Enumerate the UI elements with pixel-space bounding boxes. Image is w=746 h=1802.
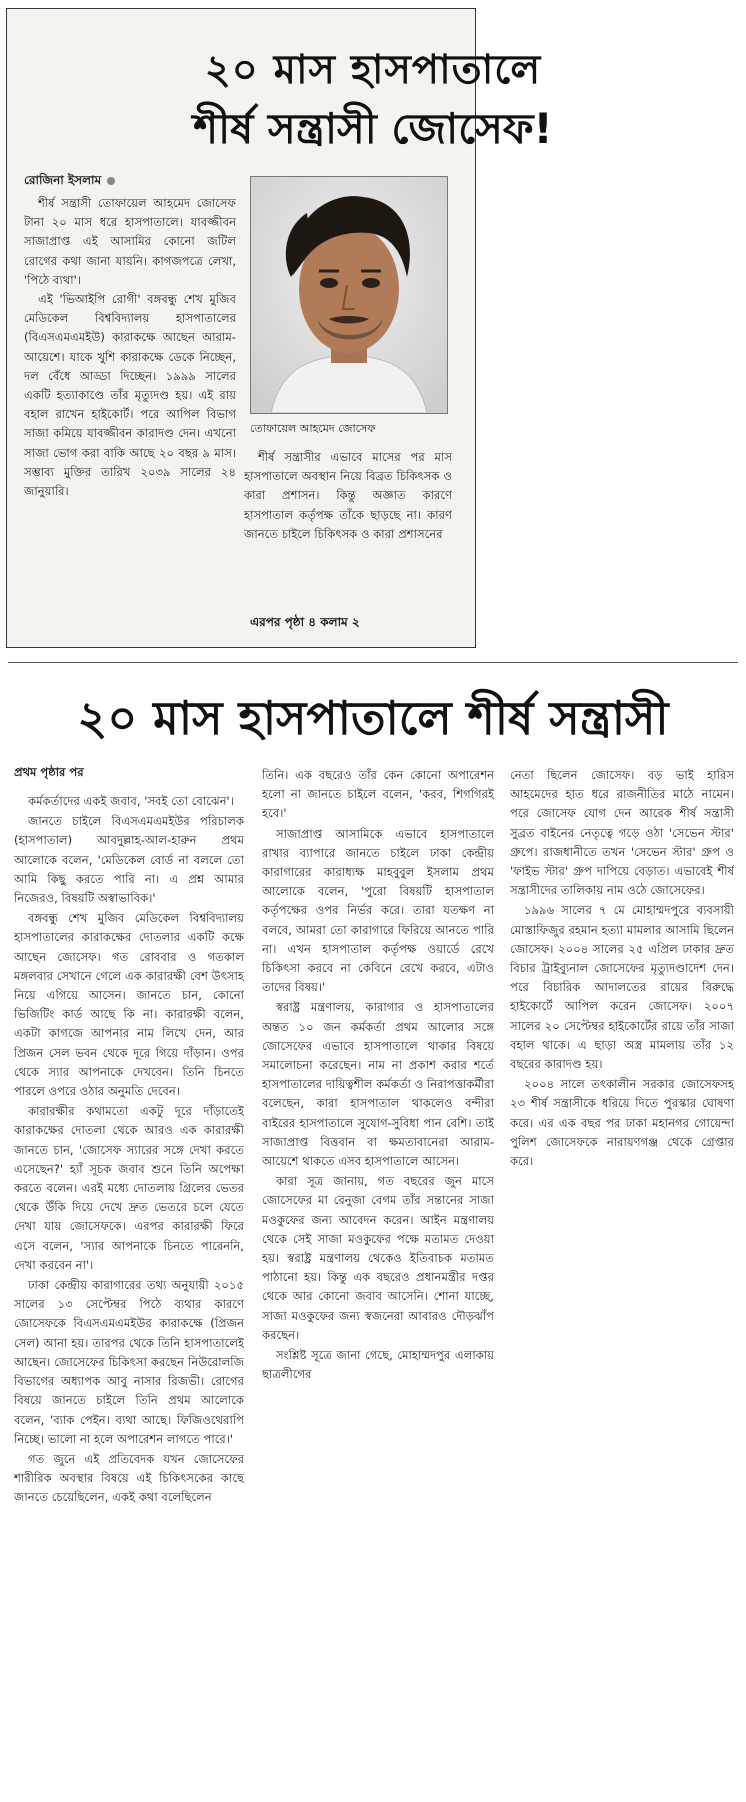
paragraph: স্বরাষ্ট্র মন্ত্রণালয়, কারাগার ও হাসপাতালের অন্তত ১০ জন কর্মকর্তা প্রথম আলোর সঙ্গে জোসেফের এভাবে হাসপাতালে থাকার বিষয়ে সমালোচনা করেছেন। নাম না প্রকাশ করার শর্তে হাসপাতালের দায়িত্বশীল কর্মকর্তা ও নিরাপত্তাকর্মীরা বলেছেন, কারা হাসপাতাল থাকলেও বন্দীরা বাইরের হাসপাতালে সুযোগ-সুবিধা পান বেশি। তাই সাজাপ্রাপ্ত বিত্তবান বা ক্ষমতাবানেরা আরাম-আয়েশে থাকতে এসব হাসপাতালে আসেন।	[262, 1000, 494, 1169]
byline-dot-icon	[107, 177, 115, 185]
byline	[24, 172, 115, 192]
paragraph: সাজাপ্রাপ্ত আসামিকে এভাবে হাসপাতালে রাখার ব্যাপারে জানতে চাইলে ঢাকা কেন্দ্রীয় কারাগারের কারাধ্যক্ষ মাহবুবুল ইসলাম প্রথম আলোকে বলেন, 'পুরো বিষয়টি হাসপাতাল কর্তৃপক্ষের ওপর নির্ভর করে। তারা যতক্ষণ না বলবে, আমরা তো কারাগারে ফিরিয়ে আনতে পারি না। এখন হাসপাতাল কর্তৃপক্ষ ওয়ার্ডে রেখে চিকিৎসা করবে না কেবিনে রেখে করবে, এটাও তাদের বিষয়।'	[262, 826, 494, 995]
continued-from-label: প্রথম পৃষ্ঠার পর	[14, 765, 84, 779]
paragraph: তিনি। এক বছরেও তাঁর কেন কোনো অপারেশন হলো না জানতে চাইলে বলেন, 'করব, শিগগিরই হবে।'	[262, 768, 494, 821]
headline-line-2: শীর্ষ সন্ত্রাসী জোসেফ!	[193, 104, 553, 153]
front-column-2	[244, 448, 452, 598]
paragraph: কারারক্ষীর কথামতো একটু দূরে দাঁড়াতেই কারাকক্ষের দোতলা থেকে আরও এক কারারক্ষী জানতে চান, 'জোসেফ স্যারের সঙ্গে দেখা করতে এসেছেন?' হ্যাঁ সূচক জবাব শুনে তিনি অপেক্ষা করতে বলেন। এরই মধ্যে দোতলায় গ্রিলের ভেতর থেকে উঁকি দিয়ে দেখে দ্রুত ভেতরে চলে যেতে দেখা যায় জোসেফকে। এরপর কারারক্ষী ফিরে এসে বলেন, 'স্যার আপনাকে চিনতে পারেননি, দেখা করবেন না'।	[14, 1104, 244, 1272]
inner-column-3	[510, 766, 734, 1326]
paragraph: শীর্ষ সন্ত্রাসী তোফায়েল আহমেদ জোসেফ টানা ২০ মাস ধরে হাসপাতালে। যাবজ্জীবন সাজাপ্রাপ্ত এই আসামির কোনো জটিল রোগের কথা জানা যায়নি। কাগজপত্রে লেখা, 'পিঠে ব্যথা'।	[24, 196, 236, 287]
paragraph: কারা সূত্র জানায়, গত বছরের জুন মাসে জোসেফের মা রেনুজা বেগম তাঁর সন্তানের সাজা মওকুফের জন্য আবেদন করেন। আইন মন্ত্রণালয় থেকে সেই সাজা মওকুফের পক্ষে মতামত দেওয়া হয়। স্বরাষ্ট্র মন্ত্রণালয় থেকেও ইতিবাচক মতামত পাঠানো হয়। কিন্তু এক বছরেও প্রধানমন্ত্রীর দপ্তর থেকে আর কোনো জবাব আসেনি। শোনা যাচ্ছে, সাজা মওকুফের জন্য স্বজনেরা আবারও দৌড়ঝাঁপ করছেন।	[262, 1174, 494, 1342]
paragraph: গত জুনে এই প্রতিবেদক যখন জোসেফের শারীরিক অবস্থার বিষয়ে এই চিকিৎসকের কাছে জানতে চেয়েছিলেন, একই কথা বলেছিলেন	[14, 1451, 244, 1505]
portrait-image-icon	[251, 177, 447, 413]
paragraph: শীর্ষ সন্ত্রাসীর এভাবে মাসের পর মাস হাসপাতালে অবস্থান নিয়ে বিব্রত চিকিৎসক ও কারা প্রশাসন। কিন্তু অজ্ঞাত কারণে হাসপাতাল কর্তৃপক্ষ তাঁকে ছাড়ছে না। কারণ জানতে চাইলে চিকিৎসক ও কারা প্রশাসনের	[244, 450, 452, 541]
inner-column-1	[14, 792, 244, 1796]
paragraph: জানতে চাইলে বিএসএমএমইউর পরিচালক (হাসপাতাল) আবদুল্লাহ-আল-হারুন প্রথম আলোকে বলেন, 'মেডিকেল বোর্ড না বললে তো আমি কিছু করতে পারি না। এ প্রশ্ন আমার নিজেরও, বিষয়টি অস্বাভাবিক।'	[14, 814, 244, 906]
paragraph: সংশ্লিষ্ট সূত্রে জানা গেছে, মোহাম্মদপুর এলাকায় ছাত্রলীগের	[262, 1348, 494, 1382]
front-column-1	[24, 194, 236, 634]
paragraph: নেতা ছিলেন জোসেফ। বড় ভাই হারিস আহমেদের হাত ধরে রাজনীতির মাঠে নামেন। পরে জোসেফ যোগ দেন আরেক শীর্ষ সন্ত্রাসী সুব্রত বাইনের নেতৃত্বে গড়ে ওঠা 'সেভেন স্টার' গ্রুপে। রাজধানীতে তখন 'সেভেন স্টার' গ্রুপ ও 'ফাইভ স্টার' গ্রুপ দাপিয়ে বেড়াত। এভাবেই শীর্ষ সন্ত্রাসীদের তালিকায় নাম ওঠে জোসেফের।	[510, 768, 734, 898]
paragraph: ঢাকা কেন্দ্রীয় কারাগারের তথ্য অনুযায়ী ২০১৫ সালের ১৩ সেপ্টেম্বর পিঠে ব্যথার কারণে জোসেফকে বিএসএমএমইউর কারাকক্ষে (প্রিজন সেল) আনা হয়। তারপর থেকে তিনি হাসপাতালেই আছেন। জোসেফের চিকিৎসা করছেন নিউরোলজি বিভাগের অধ্যাপক আবু নাসার রিজভী। রোগের বিষয়ে জানতে চাইলে তিনি প্রথম আলোকে বলেন, 'ব্যাক পেইন। ব্যথা আছে। ফিজিওথেরাপি নিচ্ছে। ভালো না হলে অপারেশন লাগতে পারে।'	[14, 1278, 244, 1446]
section-divider	[8, 662, 738, 663]
photo-caption: তোফায়েল আহমেদ জোসেফ	[250, 422, 376, 435]
headline-line-1: ২০ মাস হাসপাতালে	[204, 47, 542, 93]
paragraph: ১৯৯৬ সালের ৭ মে মোহাম্মদপুরে ব্যবসায়ী মোস্তাফিজুর রহমান হত্যা মামলার আসামি ছিলেন জোসেফ। ২০০৪ সালের ২৫ এপ্রিল ঢাকার দ্রুত বিচার ট্রাইব্যুনাল জোসেফের মৃত্যুদণ্ডাদেশ দেন। পরে বিচারিক আদালতের রায়ের বিরুদ্ধে হাইকোর্টে আপিল করেন জোসেফ। ২০০৭ সালের ২০ সেপ্টেম্বর হাইকোর্টের রায়ে তাঁর সাজা বহাল থাকে। এ ছাড়া অস্ত্র মামলায় তাঁর ১২ বছরের কারাদণ্ড হয়।	[510, 903, 734, 1072]
portrait-photo	[250, 176, 448, 414]
paragraph: এই 'ভিআইপি রোগী' বঙ্গবন্ধু শেখ মুজিব মেডিকেল বিশ্ববিদ্যালয় হাসপাতালের (বিএসএমএমইউ) কারাকক্ষে আছেন আরাম-আয়েশে। যাকে খুশি কারাকক্ষে ডেকে নিচ্ছেন, দল বেঁধে আড্ডা দিচ্ছেন। ১৯৯৯ সালের একটি হত্যাকাণ্ডে তাঁর মৃত্যুদণ্ড হয়। এই রায় বহাল রাখেন হাইকোর্ট। পরে আপিল বিভাগ সাজা কমিয়ে যাবজ্জীবন কারাদণ্ড দেন। এখনো সাজা ভোগ করা বাকি আছে ২০ বছর ৯ মাস। সম্ভাব্য মুক্তির তারিখ ২০৩৯ সালের ২৪ জানুয়ারি।	[24, 292, 236, 499]
paragraph: কর্মকর্তাদের একই জবাব, 'সবই তো বোঝেন'।	[28, 794, 234, 808]
paragraph: ২০০৪ সালে তৎকালীন সরকার জোসেফসহ ২৩ শীর্ষ সন্ত্রাসীকে ধরিয়ে দিতে পুরস্কার ঘোষণা করে। এর এক বছর পর ঢাকা মহানগর গোয়েন্দা পুলিশ জোসেফকে নারায়ণগঞ্জ থেকে গ্রেপ্তার করে।	[510, 1077, 734, 1169]
continuation-headline: ২০ মাস হাসপাতালে শীর্ষ সন্ত্রাসী	[77, 691, 669, 745]
continued-on-label: এরপর পৃষ্ঠা ৪ কলাম ২	[250, 615, 360, 629]
paragraph: বঙ্গবন্ধু শেখ মুজিব মেডিকেল বিশ্ববিদ্যালয় হাসপাতালের কারাকক্ষের দোতলার একটি কক্ষে আছেন জোসেফ। গত রোববার ও গতকাল মঙ্গলবার সেখানে গেলে এক কারারক্ষী বেশ উৎসাহ নিয়ে এগিয়ে আসেন। জানতে চান, কোনো ভিজিটিং কার্ড আছে কি না। কারারক্ষী বলেন, একটা কাগজে আপনার নাম লিখে দেন, আর প্রিজন সেল ভবন থেকে দূরে গিয়ে দাঁড়ান। ওপর থেকে স্যার আপনাকে দেখবেন। তিনি চিনতে পারলে ওপরে ওঠার অনুমতি দেবেন।	[14, 911, 244, 1099]
inner-column-2	[262, 766, 494, 1716]
byline-name: রোজিনা ইসলাম	[24, 173, 102, 187]
